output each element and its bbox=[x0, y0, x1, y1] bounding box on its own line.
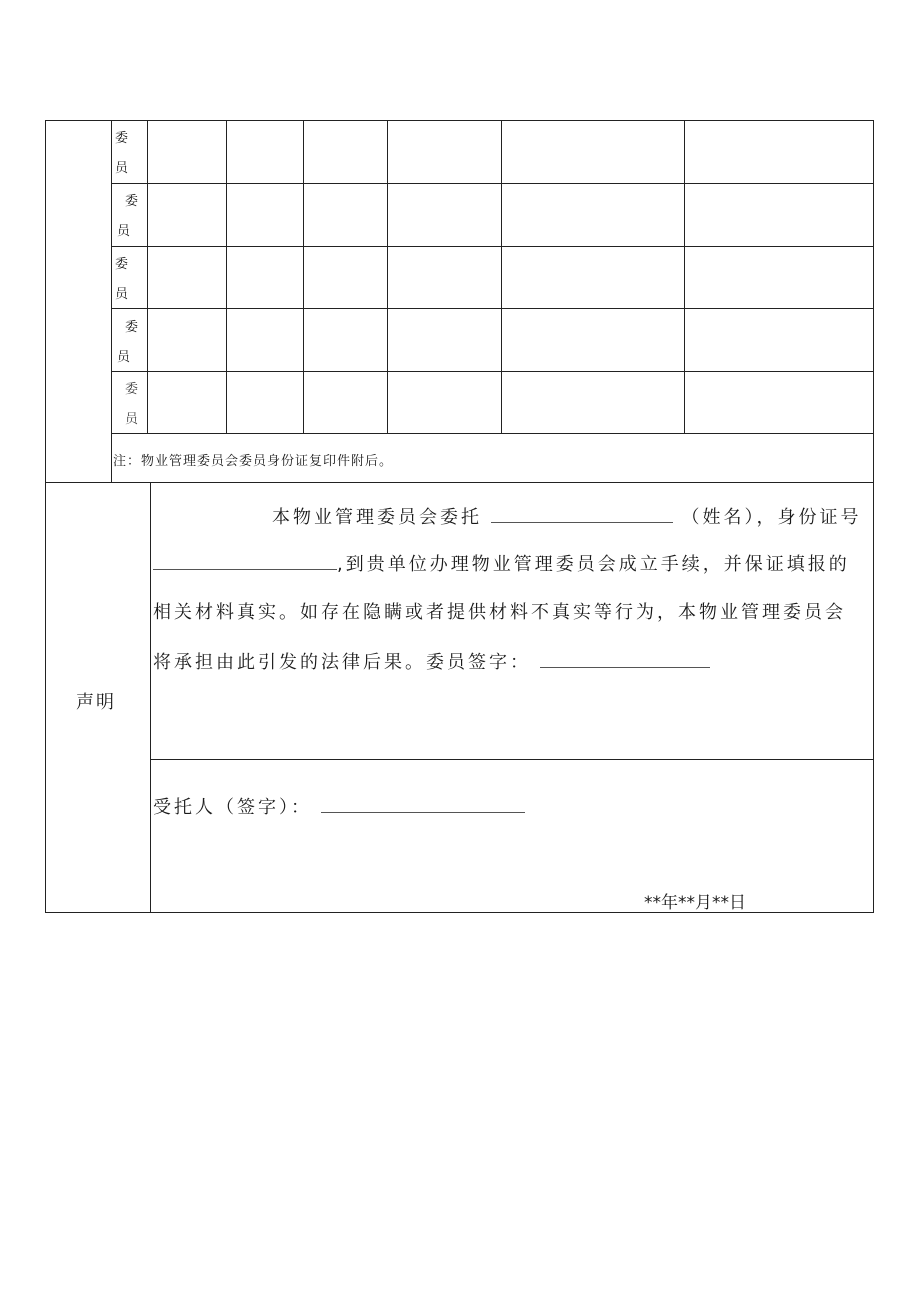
name-blank[interactable] bbox=[491, 504, 673, 523]
declaration-text: 本物业管理委员会委托 bbox=[272, 507, 482, 528]
declaration-label: 声明 bbox=[76, 692, 116, 713]
column-divider bbox=[147, 120, 148, 433]
declaration-text: 将承担由此引发的法律后果。委员签字： bbox=[153, 652, 531, 673]
column-divider bbox=[150, 482, 151, 913]
role-label: 委 员 bbox=[115, 131, 129, 176]
role-label: 委 员 bbox=[115, 257, 129, 302]
declaration-line bbox=[153, 649, 710, 675]
id-number-blank[interactable] bbox=[153, 551, 337, 570]
attachment-note: 注：物业管理委员会委员身份证复印件附后。 bbox=[113, 454, 394, 469]
date-line: **年**月**日 bbox=[644, 893, 746, 913]
trustee-signature-blank[interactable] bbox=[321, 794, 525, 813]
column-divider bbox=[226, 120, 227, 433]
declaration-text: （姓名），身份证号 bbox=[681, 507, 862, 528]
member-signature-blank[interactable] bbox=[540, 649, 710, 668]
declaration-text: ,到贵单位办理物业管理委员会成立手续，并保证填报的 bbox=[337, 554, 850, 575]
trustee-divider bbox=[150, 759, 874, 760]
role-label: 委 员 bbox=[117, 194, 139, 239]
trustee-line bbox=[153, 794, 525, 820]
declaration-line bbox=[153, 551, 850, 577]
column-divider bbox=[501, 120, 502, 433]
column-divider bbox=[387, 120, 388, 433]
column-divider bbox=[111, 120, 112, 482]
role-label: 委 员 bbox=[117, 320, 139, 365]
trustee-label: 受托人（签字）： bbox=[153, 797, 312, 818]
section-divider bbox=[45, 482, 874, 483]
role-label: 委 员 bbox=[125, 382, 139, 427]
declaration-line: 相关材料真实。如存在隐瞒或者提供材料不真实等行为，本物业管理委员会 bbox=[153, 602, 846, 623]
row-divider bbox=[111, 433, 874, 434]
declaration-line bbox=[272, 504, 861, 530]
column-divider bbox=[303, 120, 304, 433]
column-divider bbox=[684, 120, 685, 433]
